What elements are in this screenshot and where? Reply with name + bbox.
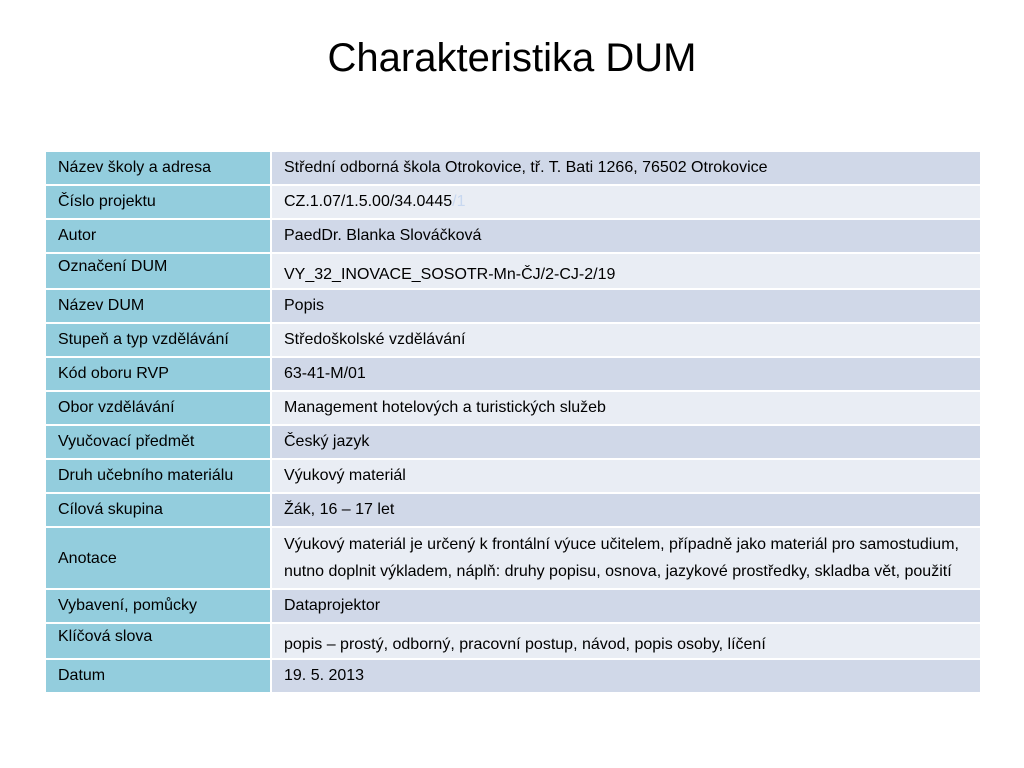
dum-info-table (44, 150, 982, 694)
row-value: 19. 5. 2013 (271, 659, 981, 693)
row-value: Popis (271, 289, 981, 323)
row-value: Střední odborná škola Otrokovice, tř. T. Bati 1266, 76502 Otrokovice (271, 151, 981, 185)
row-label: Druh učebního materiálu (45, 459, 271, 493)
row-value: Dataprojektor (271, 589, 981, 623)
table-row (45, 425, 981, 459)
table-row (45, 459, 981, 493)
table-row (45, 357, 981, 391)
row-label: Označení DUM (45, 253, 271, 289)
row-label: Stupeň a typ vzdělávání (45, 323, 271, 357)
slide-title: Charakteristika DUM (327, 36, 697, 80)
table-row (45, 623, 981, 659)
row-value: Český jazyk (271, 425, 981, 459)
row-value: Žák, 16 – 17 let (271, 493, 981, 527)
row-label: Autor (45, 219, 271, 253)
table-row (45, 219, 981, 253)
row-value: Výukový materiál (271, 459, 981, 493)
row-value: popis – prostý, odborný, pracovní postup, návod, popis osoby, líčení (271, 623, 981, 659)
table-row (45, 253, 981, 289)
row-value: VY_32_INOVACE_SOSOTR-Mn-ČJ/2-CJ-2/19 (271, 253, 981, 289)
row-label: Název školy a adresa (45, 151, 271, 185)
row-label: Vybavení, pomůcky (45, 589, 271, 623)
table-row (45, 659, 981, 693)
table-row (45, 391, 981, 425)
row-label: Obor vzdělávání (45, 391, 271, 425)
table-row (45, 289, 981, 323)
row-label: Datum (45, 659, 271, 693)
row-label: Anotace (45, 527, 271, 589)
row-value-cell (271, 185, 981, 219)
table-row (45, 527, 981, 589)
row-value: CZ.1.07/1.5.00/34.0445 (284, 193, 453, 210)
row-label: Kód oboru RVP (45, 357, 271, 391)
row-label: Vyučovací předmět (45, 425, 271, 459)
row-value-suffix: /1 (452, 193, 466, 210)
row-value: PaedDr. Blanka Slováčková (271, 219, 981, 253)
table-row (45, 151, 981, 185)
row-value: 63-41-M/01 (271, 357, 981, 391)
table-row (45, 493, 981, 527)
row-value: Management hotelových a turistických služeb (271, 391, 981, 425)
row-value: Středoškolské vzdělávání (271, 323, 981, 357)
row-label: Název DUM (45, 289, 271, 323)
row-label: Číslo projektu (45, 185, 271, 219)
row-value: Výukový materiál je určený k frontální výuce učitelem, případně jako materiál pro samostudium, nutno doplnit výkladem, náplň: druhy popisu, osnova, jazykové prostředky, skladba vět, použití (271, 527, 981, 589)
table-row (45, 589, 981, 623)
table-row (45, 323, 981, 357)
row-label: Cílová skupina (45, 493, 271, 527)
row-label: Klíčová slova (45, 623, 271, 659)
table-row (45, 185, 981, 219)
